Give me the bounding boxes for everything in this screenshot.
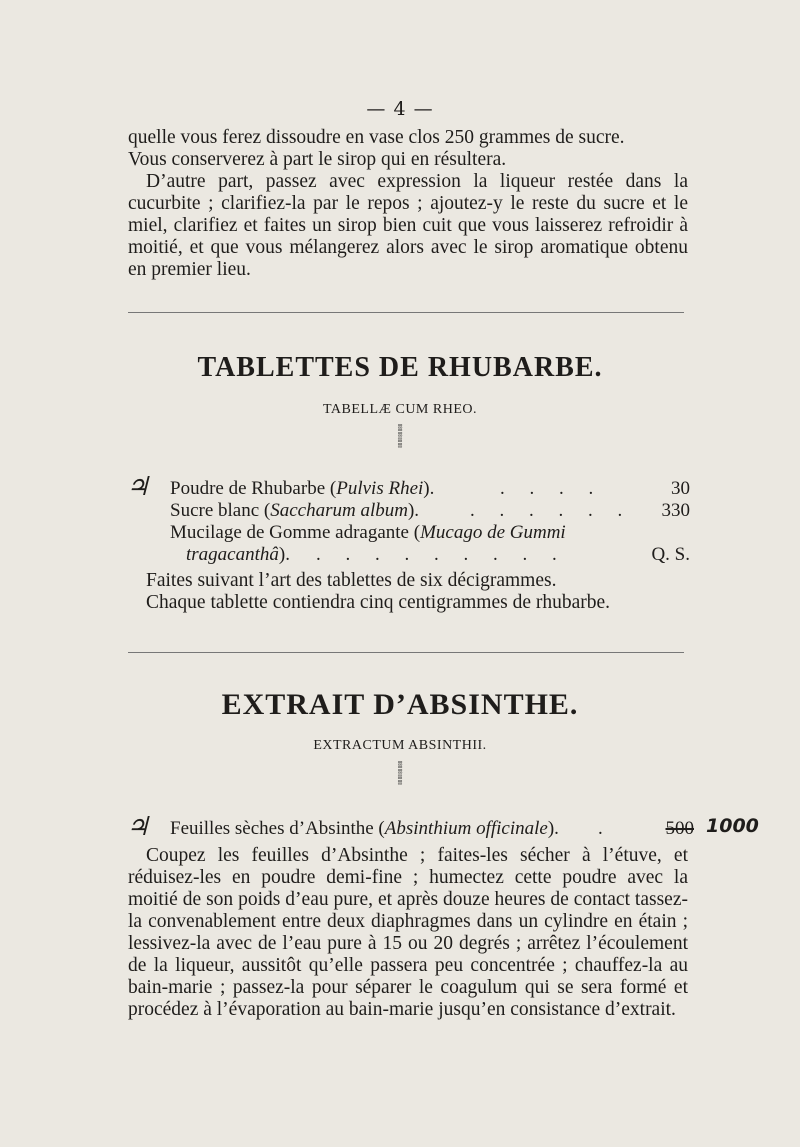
section-subtitle-absinthe: EXTRACTUM ABSINTHII. <box>313 738 487 753</box>
intro-line-2: Vous conserverez à part le sirop qui en résultera. <box>128 149 507 170</box>
section-title-rhubarbe: TABLETTES DE RHUBARBE. <box>197 352 603 383</box>
intro-paragraph-2: D’autre part, passez avec expression la liqueur restée dans la cucurbite ; clarifiez-la par le repos ; ajoutez-y le reste du sucre et le miel, clarifiez et faites un sirop bien cuit que vous laisserez refroidir à moitié, et que vous mélangerez alors avec le sirop aromatique obtenu en premier lieu. <box>128 171 688 280</box>
note-line-2: Chaque tablette contiendra cinq centigrammes de rhubarbe. <box>146 592 611 613</box>
section-divider-2 <box>128 652 684 653</box>
section-title-absinthe: EXTRAIT D’ABSINTHE. <box>221 688 579 721</box>
document-page: — 4 — quelle vous ferez dissoudre en vase clos 250 grammes de sucre. Vous conserverez à part le sirop qui en résultera. D’autre part, passez avec expression la liqueur restée dans la cucurbite ; clarifiez-la par le repos ; ajoutez-y le reste du sucre et le miel, clarifiez et faites un sirop bien cuit que vous laisserez refroidir à moitié, et que vous mélangerez alors avec le sirop aromatique obtenu en premier lieu. TABLETTES DE RHUBARBE. TABELLÆ CUM RHEO. ♃ Poudre de Rhubarbe (Pulvis Rhei). . . . . 30 Sucre blanc (Saccharum album). . . . . . . 330 Mucilage de Gomme adragante (Mucago de Gummi tragacanthâ). . . . . . . . . . Q. S. Faites suivant l’art des tablettes de six décigrammes. Chaque tablette contiendra cinq centigrammes de rhubarbe. EXTRAIT D’ABSINTHE. EXTRACTUM ABSINTHII. ♃ Feuilles sèches d’Absinthe (Absinthium officinale). . 500 1000 Coupez les feuilles d’Absinthe ; faites-les sécher à l’étuve, et réduisez-les en poudre demi-fine ; humectez cette poudre avec la moitié de son poids d’eau pure, et après douze heures de contact tassez-la convenablement entre deux diaphragmes dans un cylindre en étain ; lessivez-la avec de l’eau pure à 15 ou 20 degrés ; arrêtez l’écoulement de la liqueur, aussitôt qu’elle passera peu concentrée ; chauffez-la au bain-marie ; passez-la pour séparer le coagulum qui se sera formé et procédez à l’évaporation au bain-marie jusqu’en consistance d’extrait. <box>0 0 800 1147</box>
page-number: — 4 — <box>366 98 434 120</box>
ingredient-quantity: Q. S. <box>651 544 690 565</box>
absinthe-paragraph: Coupez les feuilles d’Absinthe ; faites-les sécher à l’étuve, et réduisez-les en poudre demi-fine ; humectez cette poudre avec la moitié de son poids d’eau pure, et après douze heures de contact tassez-la convenablement entre deux diaphragmes dans un cylindre en étain ; lessivez-la avec de l’eau pure à 15 ou 20 degrés ; arrêtez l’écoulement de la liqueur, aussitôt qu’elle passera peu concentrée ; chauffez-la au bain-marie ; passez-la pour séparer le coagulum qui se sera formé et procédez à l’évaporation au bain-marie jusqu’en consistance d’extrait. <box>128 845 688 1020</box>
ornament-rhubarbe <box>0 443 800 456</box>
recipe-symbol-icon: ♃ <box>126 472 150 501</box>
recipe-symbol-icon: ♃ <box>126 812 150 841</box>
ornament-absinthe <box>0 780 800 793</box>
intro-text <box>128 127 688 281</box>
intro-line-1: quelle vous ferez dissoudre en vase clos 250 grammes de sucre. <box>128 127 625 148</box>
absinthe-body <box>128 845 688 1021</box>
section-subtitle-rhubarbe: TABELLÆ CUM RHEO. <box>323 402 477 417</box>
rhubarbe-notes <box>146 570 686 614</box>
section-divider-1 <box>128 312 684 313</box>
ingredient-quantity: 330 <box>661 500 690 521</box>
struck-quantity: 500 <box>665 818 694 839</box>
note-line-1: Faites suivant l’art des tablettes de six décigrammes. <box>146 570 557 591</box>
handwritten-quantity: 1000 <box>706 815 759 837</box>
ingredient-quantity: 30 <box>671 478 690 499</box>
